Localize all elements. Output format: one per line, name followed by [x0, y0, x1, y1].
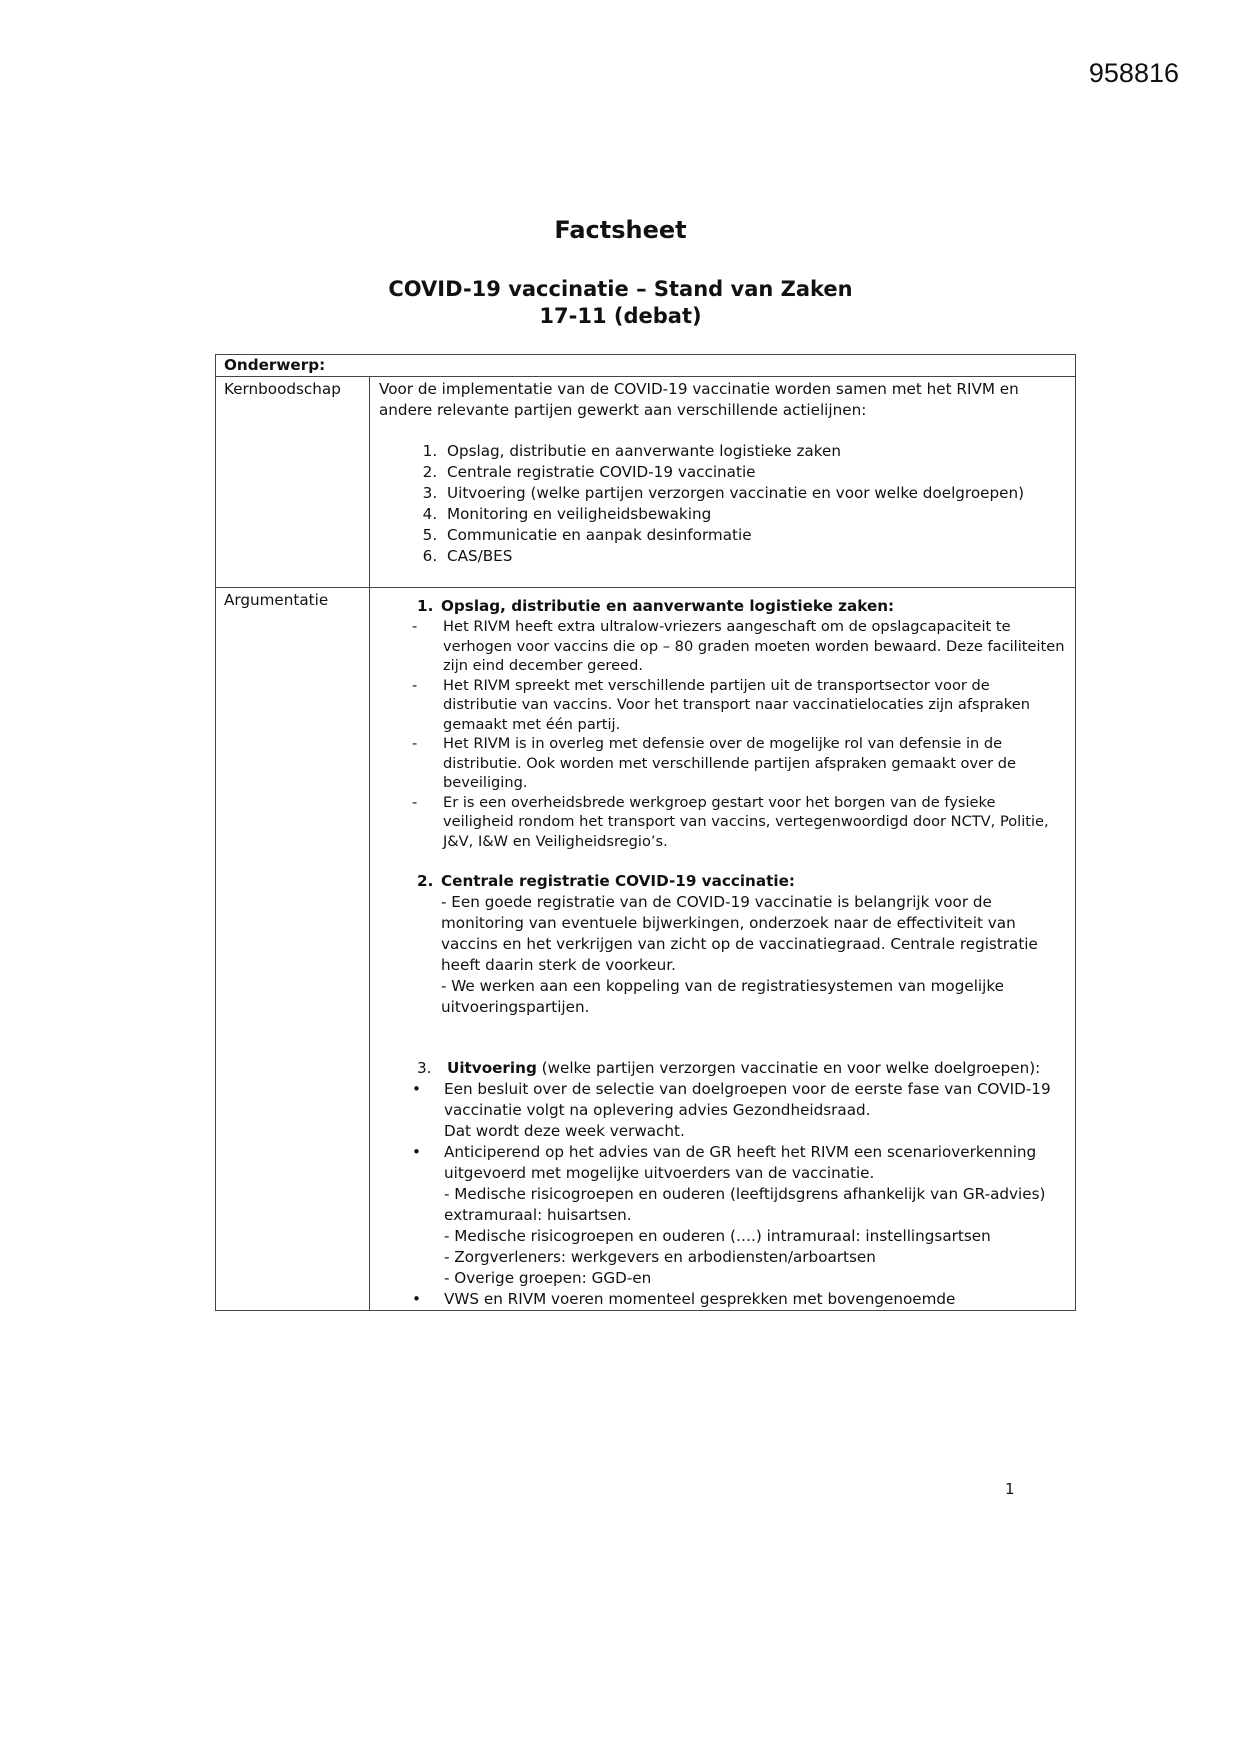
list-item: - Het RIVM spreekt met verschillende partijen uit de transportsector voor de distributie van vaccins. Voor het transport naar vaccinatielocaties zijn afspraken gemaakt met één partij.	[412, 676, 1067, 735]
line: - Overige groepen: GGD-en	[444, 1269, 652, 1287]
line: • VWS en RIVM voeren momenteel gesprekken met bovengenoemde	[444, 1290, 956, 1308]
list-item	[412, 1079, 1067, 1142]
section-number: 1.	[417, 597, 434, 615]
actielijn-item: 1. Opslag, distributie en aanverwante logistieke zaken	[442, 441, 1067, 462]
actielijn-item: 4. Monitoring en veiligheidsbewaking	[442, 504, 1067, 525]
list-item	[412, 1289, 1067, 1310]
list-item: - Er is een overheidsbrede werkgroep gestart voor het borgen van de fysieke veiligheid rondom het transport van vaccins, vertegenwoordigd door NCTV, Politie, J&V, I&W en Veiligheidsregio’s.	[412, 793, 1067, 852]
list-item	[412, 1142, 1067, 1289]
line: • Anticiperend op het advies van de GR heeft het RIVM een scenarioverkenning uitgevoerd met mogelijke uitvoerders van de vaccinatie.	[444, 1143, 1037, 1182]
list-item: - Het RIVM is in overleg met defensie over de mogelijke rol van defensie in de distributie. Ook worden met verschillende partijen afspraken gemaakt over de beveiliging.	[412, 734, 1067, 793]
section-title: Uitvoering	[447, 1059, 537, 1077]
opslag-list	[379, 617, 1067, 851]
page-subtitle	[0, 276, 1241, 330]
actielijn-item: 3. Uitvoering (welke partijen verzorgen vaccinatie en voor welke doelgroepen)	[442, 483, 1067, 504]
paragraph: - Een goede registratie van de COVID-19 vaccinatie is belangrijk voor de monitoring van eventuele bijwerkingen, onderzoek naar de effectiviteit van vaccins en het verkrijgen van zicht op de vaccinatiegraad. Centrale registratie heeft daarin sterk de voorkeur.	[441, 893, 1038, 974]
document-id: 958816	[1088, 58, 1179, 88]
list-item: - Het RIVM heeft extra ultralow-vriezers aangeschaft om de opslagcapaciteit te verhogen voor vaccins die op – 80 graden moeten worden bewaard. Deze faciliteiten zijn eind december gereed.	[412, 617, 1067, 676]
actielijn-item: 2. Centrale registratie COVID-19 vaccinatie	[442, 462, 1067, 483]
subtitle-line-1: COVID-19 vaccinatie – Stand van Zaken	[388, 277, 853, 301]
section-opslag	[379, 596, 1067, 851]
actielijn-item: 6. CAS/BES	[442, 546, 1067, 567]
onderwerp-label: Onderwerp:	[216, 355, 1076, 377]
section-heading	[379, 871, 1067, 892]
line: - Medische risicogroepen en ouderen (leeftijdsgrens afhankelijk van GR-advies) extramuraal: huisartsen.	[444, 1185, 1046, 1224]
kernboodschap-label: Kernboodschap	[216, 377, 370, 588]
section-number: 3.	[417, 1059, 432, 1077]
registratie-text	[441, 892, 1067, 1018]
line: Dat wordt deze week verwacht.	[444, 1122, 685, 1140]
argumentatie-row	[216, 588, 1076, 1311]
page-number: 1	[1005, 1480, 1015, 1498]
page-title: Factsheet	[554, 216, 687, 244]
kernboodschap-content	[370, 377, 1076, 588]
argumentatie-content	[370, 588, 1076, 1311]
section-registratie	[379, 871, 1067, 1018]
paragraph: - We werken aan een koppeling van de registratiesystemen van mogelijke uitvoeringspartijen.	[441, 977, 1004, 1016]
section-title: Opslag, distributie en aanverwante logistieke zaken:	[441, 597, 895, 615]
line: • Een besluit over de selectie van doelgroepen voor de eerste fase van COVID-19 vaccinatie volgt na oplevering advies Gezondheidsraad.	[444, 1080, 1051, 1119]
kernboodschap-intro: Voor de implementatie van de COVID-19 vaccinatie worden samen met het RIVM en andere relevante partijen gewerkt aan verschillende actielijnen:	[379, 380, 1019, 419]
actielijn-item: 5. Communicatie en aanpak desinformatie	[442, 525, 1067, 546]
uitvoering-list	[379, 1079, 1067, 1310]
kernboodschap-row	[216, 377, 1076, 588]
table-header-row	[216, 355, 1076, 377]
factsheet-table	[215, 354, 1076, 1311]
line: - Medische risicogroepen en ouderen (….) intramuraal: instellingsartsen	[444, 1227, 991, 1245]
section-heading	[379, 1058, 1067, 1079]
line: - Zorgverleners: werkgevers en arbodiensten/arboartsen	[444, 1248, 876, 1266]
argumentatie-label: Argumentatie	[216, 588, 370, 1311]
section-heading	[379, 596, 1067, 617]
section-title-rest: (welke partijen verzorgen vaccinatie en voor welke doelgroepen):	[536, 1059, 1041, 1077]
section-uitvoering	[379, 1058, 1067, 1310]
actielijnen-list	[379, 441, 1067, 567]
section-number: 2.	[417, 872, 434, 890]
section-title: Centrale registratie COVID-19 vaccinatie:	[441, 872, 795, 890]
subtitle-line-2: 17-11 (debat)	[539, 304, 702, 328]
